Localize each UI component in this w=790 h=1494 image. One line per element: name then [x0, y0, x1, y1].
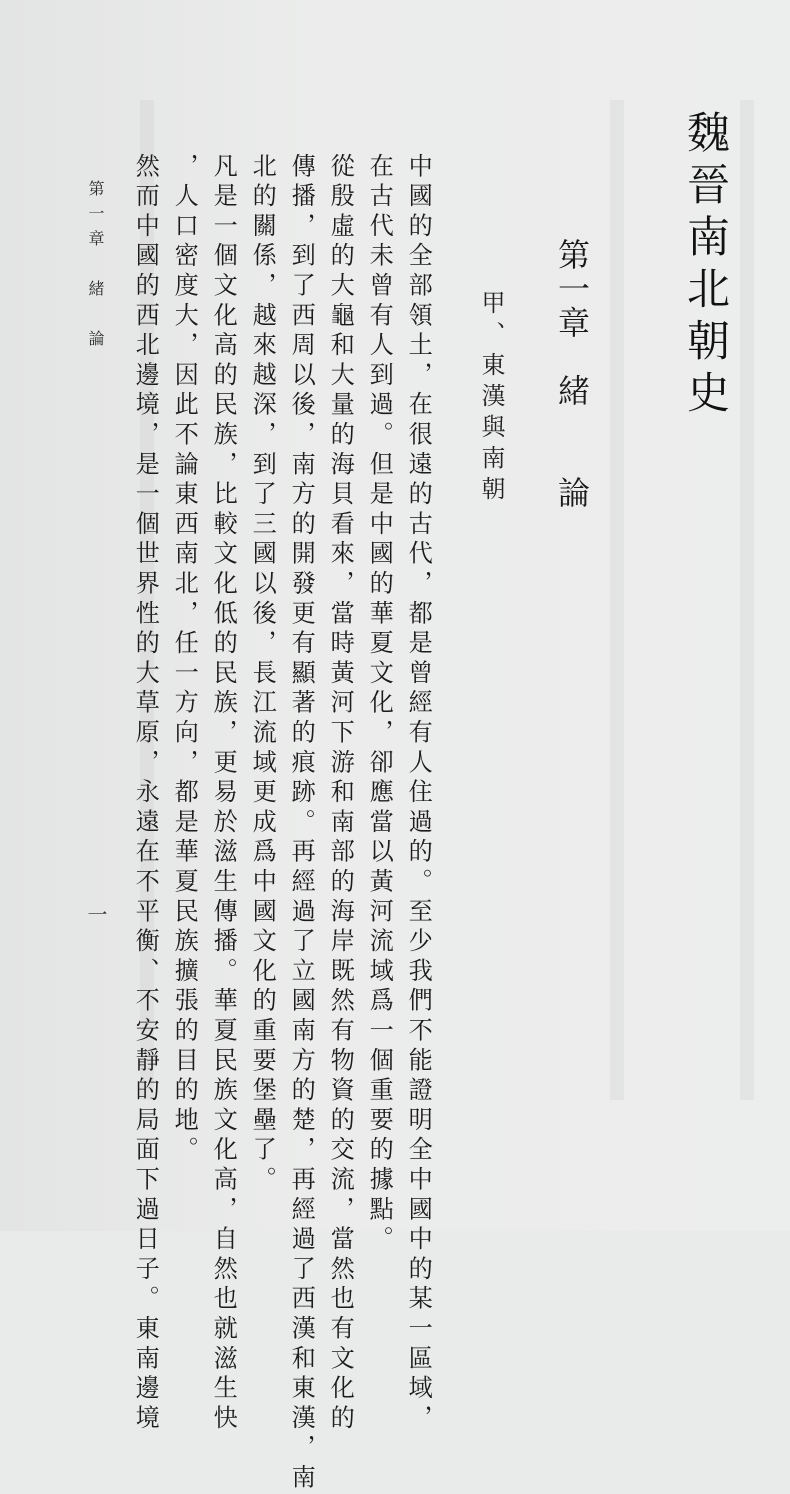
body-text-line: 凡是一個文化高的民族，比較文化低的民族，更易於滋生傳播。華夏民族文化高，自然也就滋生快	[209, 153, 238, 1435]
show-through-text	[740, 100, 754, 1100]
section-title: 甲、東漢與南朝	[477, 290, 505, 507]
book-title: 魏晉南北朝史	[680, 110, 730, 422]
body-text-line: ，人口密度大，因此不論東西南北，任一方向，都是華夏民族擴張的目的地。	[170, 153, 199, 1167]
running-head: 第一章 緒 論	[86, 180, 105, 355]
body-text-line: 從殷虛的大龜和大量的海貝看來，當時黃河下游和南部的海岸既然有物資的交流，當然也有文化的	[326, 153, 355, 1435]
chapter-title: 第一章 緒 論	[553, 238, 591, 510]
body-text-line: 傳播，到了西周以後，南方的開發更有顯著的痕跡。再經過了立國南方的楚，再經過了西漢和東漢，南	[287, 153, 316, 1494]
body-text-line: 北的關係，越來越深，到了三國以後，長江流域更成爲中國文化的重要堡壘了。	[248, 153, 277, 1196]
body-text-line: 在古代未曾有人到過。但是中國的華夏文化，卻應當以黃河流域爲一個重要的據點。	[365, 153, 394, 1256]
body-text-line: 然而中國的西北邊境，是一個世界性的大草原，永遠在不平衡、不安靜的局面下過日子。東南邊境	[131, 153, 160, 1435]
page-number: 一	[84, 904, 108, 924]
show-through-text	[610, 100, 624, 1100]
body-text-line: 中國的全部領土，在很遠的古代，都是曾經有人住過的。至少我們不能證明全中國中的某一區域，	[404, 153, 433, 1435]
